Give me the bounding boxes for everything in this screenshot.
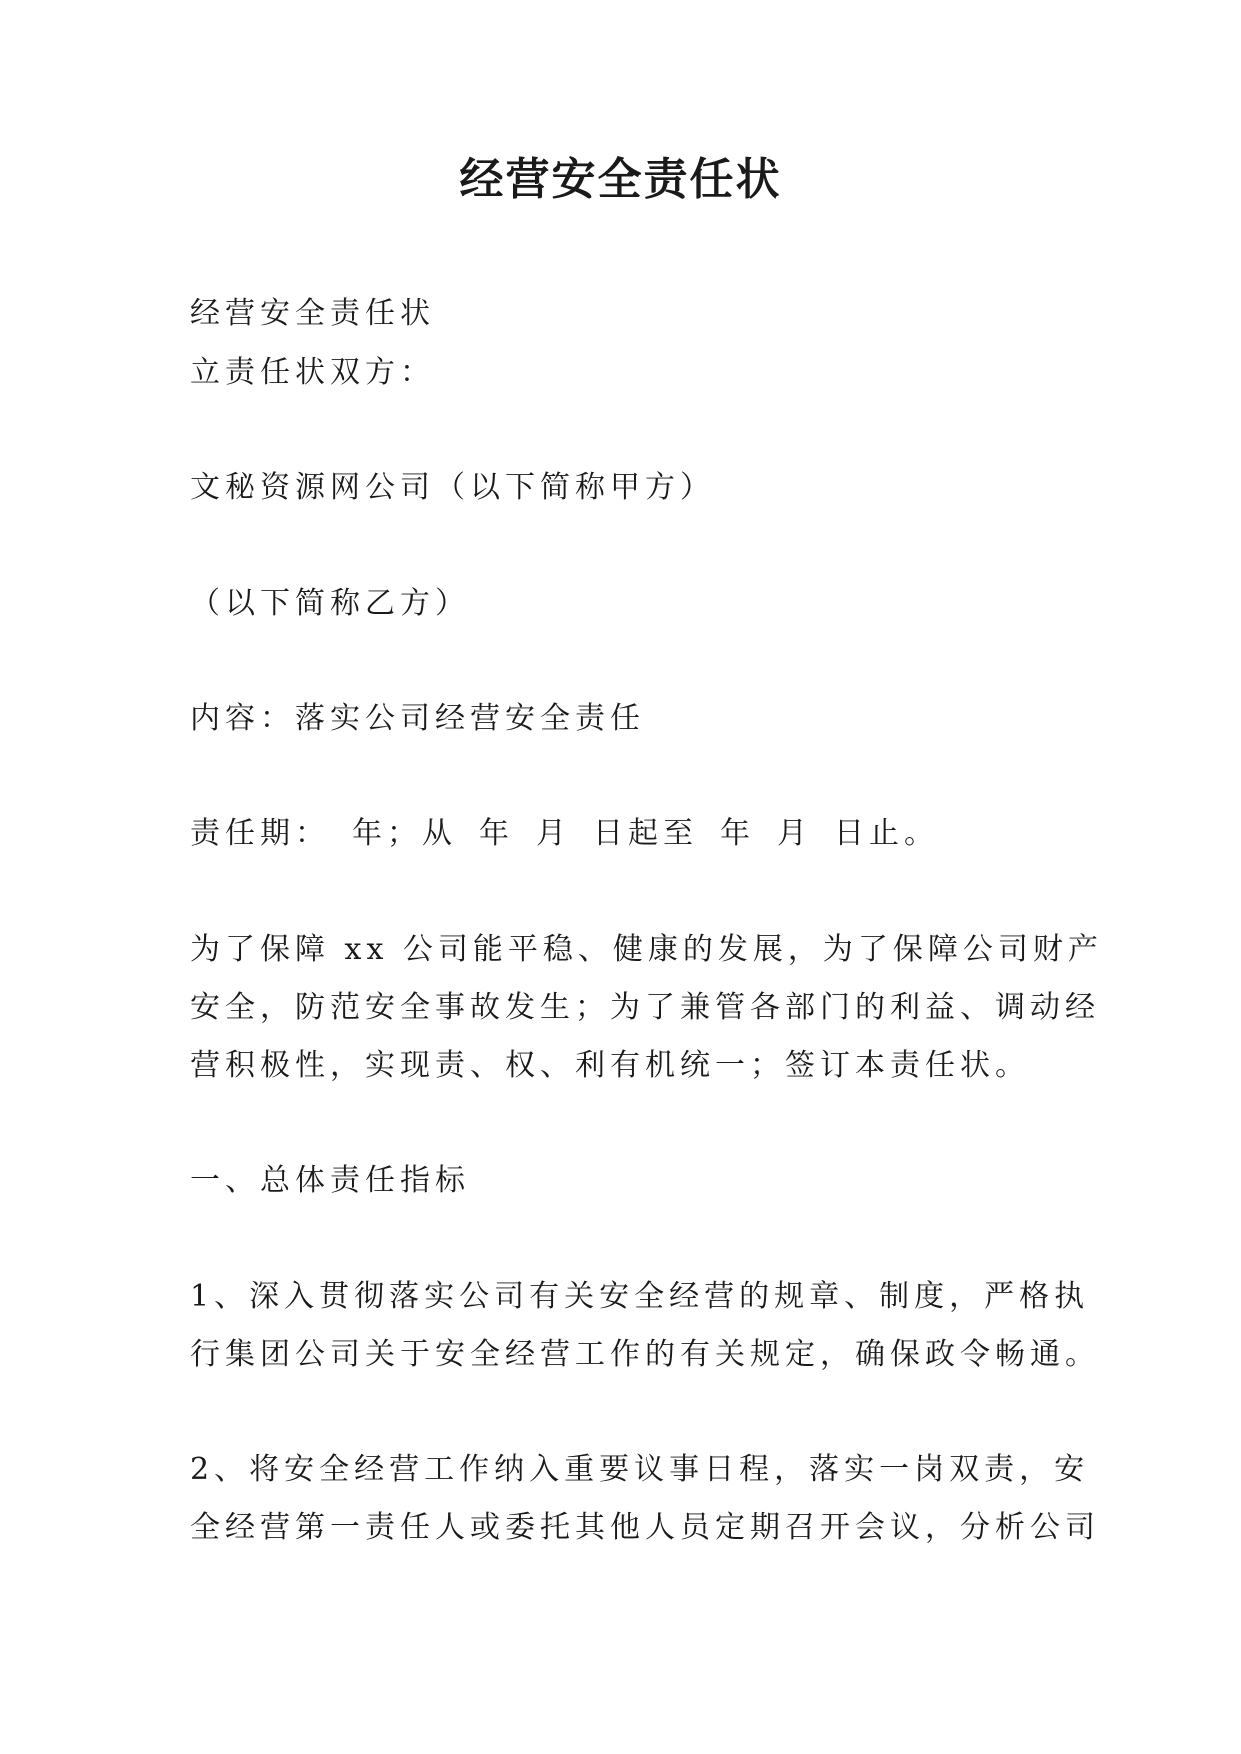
period-to-month: 月 [777, 816, 812, 851]
item-2-line-1: 2、将安全经营工作纳入重要议事日程，落实一岗双责，安 [190, 1452, 1090, 1487]
purpose-line-1: 为了保障 xx 公司能平稳、健康的发展，为了保障公司财产 [190, 932, 1103, 967]
responsibility-period [190, 814, 939, 854]
purpose-line-2: 安全，防范安全事故发生；为了兼管各部门的利益、调动经 [190, 990, 1100, 1025]
party-b: （以下简称乙方） [190, 586, 470, 621]
content-line: 内容：落实公司经营安全责任 [190, 701, 645, 736]
item-1-line-2: 行集团公司关于安全经营工作的有关规定，确保政令畅通。 [190, 1337, 1100, 1372]
period-to-year: 年 [720, 816, 755, 851]
parties-label: 立责任状双方： [190, 355, 435, 390]
party-a: 文秘资源网公司（以下简称甲方） [190, 470, 715, 505]
period-label: 责任期： [190, 816, 330, 851]
period-year: 年；从 [352, 816, 457, 851]
purpose-line-3: 营积极性，实现责、权、利有机统一；签订本责任状。 [190, 1048, 1030, 1083]
period-from-month: 月 [536, 816, 571, 851]
period-to-day: 日止。 [834, 816, 939, 851]
item-2-line-2: 全经营第一责任人或委托其他人员定期召开会议，分析公司 [190, 1510, 1100, 1545]
section-heading-1: 一、总体责任指标 [190, 1163, 470, 1198]
period-from-day: 日起至 [593, 816, 698, 851]
item-1-line-1: 1、深入贯彻落实公司有关安全经营的规章、制度，严格执 [190, 1279, 1090, 1314]
period-from-year: 年 [479, 816, 514, 851]
document-heading: 经营安全责任状 [190, 296, 435, 331]
document-title: 经营安全责任状 [459, 154, 782, 205]
